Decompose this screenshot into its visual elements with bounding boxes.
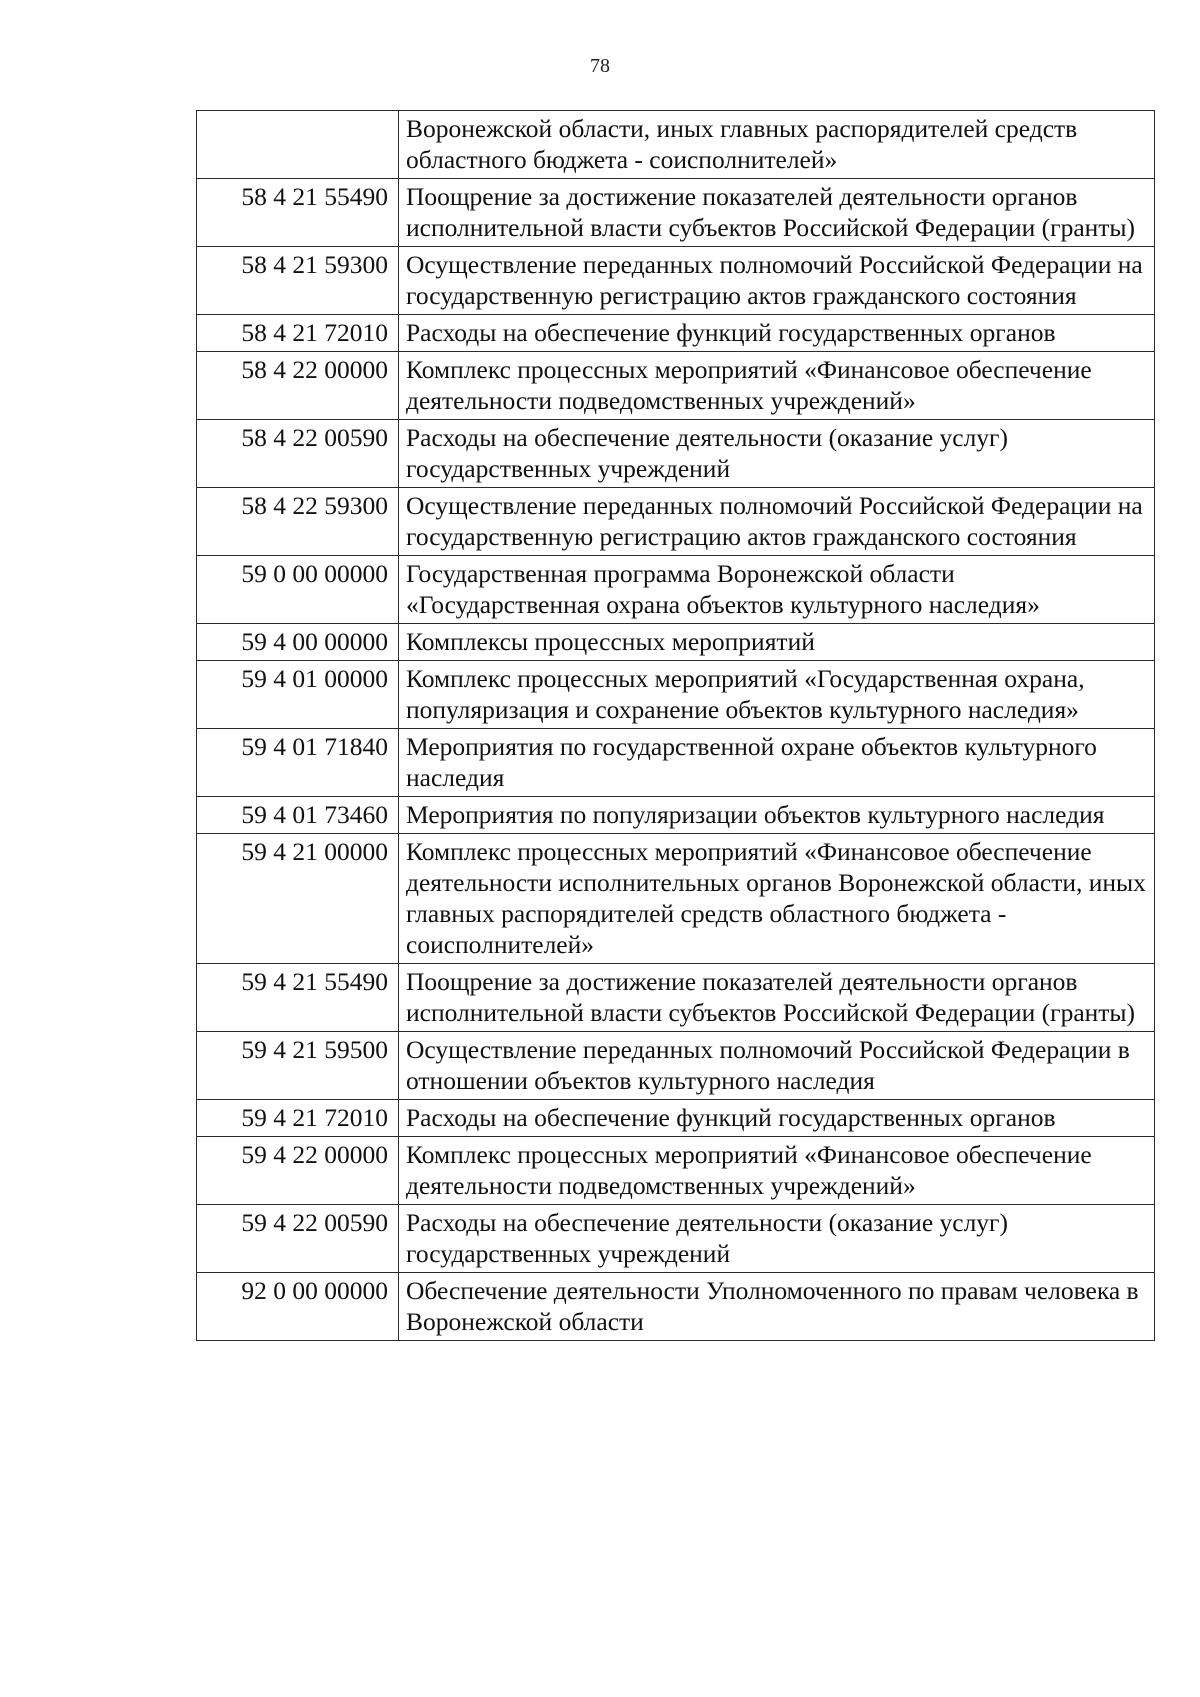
budget-code-cell: 92 0 00 00000 [197, 1273, 399, 1341]
table-row [197, 797, 1155, 834]
budget-code-cell: 59 4 22 00590 [197, 1205, 399, 1273]
budget-code-cell: 59 0 00 00000 [197, 556, 399, 624]
budget-codes-table [196, 110, 1155, 1341]
table-row [197, 1137, 1155, 1205]
budget-code-cell: 59 4 21 59500 [197, 1032, 399, 1100]
description-cell: Мероприятия по популяризации объектов культурного наследия [399, 797, 1155, 834]
table-row [197, 624, 1155, 661]
description-cell: Осуществление переданных полномочий Российской Федерации в отношении объектов культурного наследия [399, 1032, 1155, 1100]
budget-code-cell: 59 4 01 71840 [197, 729, 399, 797]
description-cell: Осуществление переданных полномочий Российской Федерации на государственную регистрацию актов гражданского состояния [399, 488, 1155, 556]
description-cell: Осуществление переданных полномочий Российской Федерации на государственную регистрацию актов гражданского состояния [399, 247, 1155, 315]
description-cell: Поощрение за достижение показателей деятельности органов исполнительной власти субъектов Российской Федерации (гранты) [399, 179, 1155, 247]
page-number: 78 [590, 55, 610, 77]
table-body [197, 111, 1155, 1341]
budget-code-cell: 59 4 21 72010 [197, 1100, 399, 1137]
description-cell: Воронежской области, иных главных распорядителей средств областного бюджета - соисполнителей» [399, 111, 1155, 179]
description-cell: Расходы на обеспечение деятельности (оказание услуг) государственных учреждений [399, 1205, 1155, 1273]
description-cell: Обеспечение деятельности Уполномоченного по правам человека в Воронежской области [399, 1273, 1155, 1341]
budget-code-cell: 59 4 21 00000 [197, 834, 399, 964]
description-cell: Мероприятия по государственной охране объектов культурного наследия [399, 729, 1155, 797]
table-row [197, 352, 1155, 420]
description-cell: Государственная программа Воронежской области «Государственная охрана объектов культурного наследия» [399, 556, 1155, 624]
description-cell: Расходы на обеспечение деятельности (оказание услуг) государственных учреждений [399, 420, 1155, 488]
budget-code-cell [197, 111, 399, 179]
budget-code-cell: 58 4 21 55490 [197, 179, 399, 247]
description-cell: Расходы на обеспечение функций государственных органов [399, 1100, 1155, 1137]
table-row [197, 247, 1155, 315]
description-cell: Комплексы процессных мероприятий [399, 624, 1155, 661]
description-cell: Расходы на обеспечение функций государственных органов [399, 315, 1155, 352]
table-row [197, 1205, 1155, 1273]
table-row [197, 964, 1155, 1032]
table-row [197, 488, 1155, 556]
budget-code-cell: 58 4 21 72010 [197, 315, 399, 352]
budget-code-cell: 59 4 22 00000 [197, 1137, 399, 1205]
table-row [197, 729, 1155, 797]
table-row [197, 1100, 1155, 1137]
description-cell: Комплекс процессных мероприятий «Государственная охрана, популяризация и сохранение объектов культурного наследия» [399, 661, 1155, 729]
table-row [197, 179, 1155, 247]
budget-code-cell: 58 4 22 59300 [197, 488, 399, 556]
table-row [197, 1273, 1155, 1341]
description-cell: Комплекс процессных мероприятий «Финансовое обеспечение деятельности подведомственных учреждений» [399, 352, 1155, 420]
description-cell: Комплекс процессных мероприятий «Финансовое обеспечение деятельности исполнительных органов Воронежской области, иных главных распорядителей средств областного бюджета - соисполнителей» [399, 834, 1155, 964]
table-row [197, 315, 1155, 352]
budget-code-cell: 59 4 01 73460 [197, 797, 399, 834]
budget-code-cell: 58 4 22 00000 [197, 352, 399, 420]
description-cell: Поощрение за достижение показателей деятельности органов исполнительной власти субъектов Российской Федерации (гранты) [399, 964, 1155, 1032]
table-row [197, 834, 1155, 964]
table-row [197, 111, 1155, 179]
budget-code-cell: 59 4 01 00000 [197, 661, 399, 729]
table-row [197, 556, 1155, 624]
table-row [197, 420, 1155, 488]
budget-code-cell: 59 4 00 00000 [197, 624, 399, 661]
budget-code-cell: 58 4 22 00590 [197, 420, 399, 488]
budget-code-cell: 58 4 21 59300 [197, 247, 399, 315]
budget-code-cell: 59 4 21 55490 [197, 964, 399, 1032]
description-cell: Комплекс процессных мероприятий «Финансовое обеспечение деятельности подведомственных учреждений» [399, 1137, 1155, 1205]
table-row [197, 1032, 1155, 1100]
table-row [197, 661, 1155, 729]
